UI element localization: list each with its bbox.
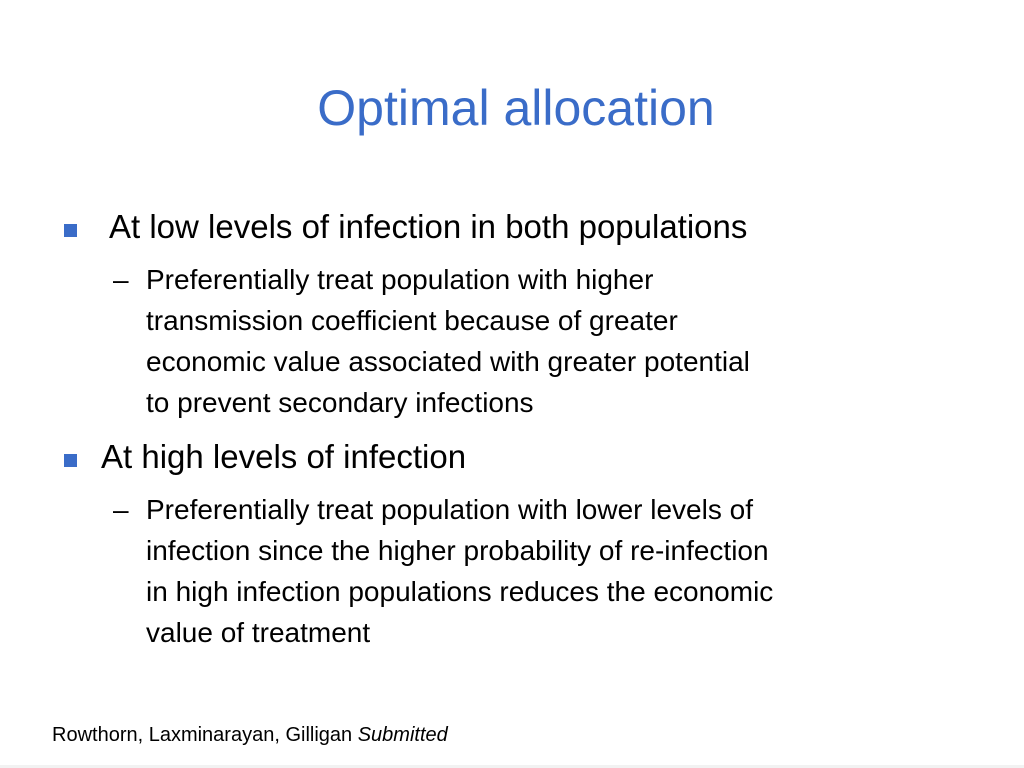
sub-bullet-line: transmission coefficient because of greater bbox=[146, 305, 678, 336]
slide-title: Optimal allocation bbox=[317, 80, 715, 136]
dash-marker: – bbox=[113, 264, 129, 295]
sub-bullet-text bbox=[146, 489, 773, 653]
sub-bullet-line: Preferentially treat population with lower levels of bbox=[146, 494, 753, 525]
citation-status: Submitted bbox=[357, 724, 448, 746]
square-bullet-icon bbox=[64, 224, 77, 237]
sub-bullet-line: in high infection populations reduces the economic bbox=[146, 576, 774, 607]
sub-bullet-line: Preferentially treat population with higher bbox=[146, 264, 654, 295]
sub-bullet-line: value of treatment bbox=[146, 617, 371, 648]
citation-authors: Rowthorn, Laxminarayan, Gilligan bbox=[52, 724, 358, 746]
dash-marker: – bbox=[113, 494, 129, 525]
sub-bullet-line: economic value associated with greater potential bbox=[146, 346, 750, 377]
bullet-item-2: At high levels of infection bbox=[101, 438, 467, 475]
citation-footer bbox=[52, 722, 448, 748]
sub-bullet-line: infection since the higher probability of re-infection bbox=[146, 535, 769, 566]
square-bullet-icon bbox=[64, 454, 77, 467]
sub-bullet-text bbox=[146, 259, 750, 423]
sub-bullet-line: to prevent secondary infections bbox=[146, 387, 534, 418]
bullet-item-1: At low levels of infection in both populations bbox=[109, 208, 748, 245]
